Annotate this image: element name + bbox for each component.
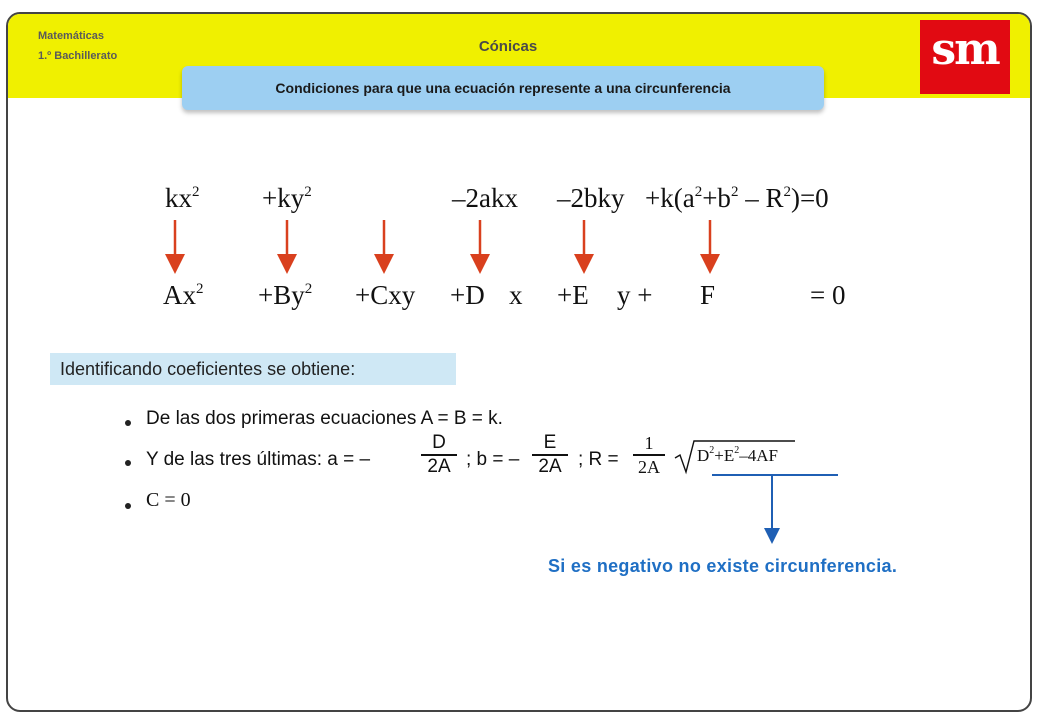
fraction-num: D <box>432 432 446 453</box>
bottom-term-By2: $+By^2$ <box>258 280 313 310</box>
bottom-term-equals-zero: = 0 <box>810 280 846 310</box>
bottom-term-E: +E <box>557 280 589 310</box>
bullet-text-1: De las dos primeras ecuaciones A = B = k. <box>146 408 503 429</box>
logo-text: sm <box>931 24 999 75</box>
top-term-2akx: –2akx <box>452 183 518 213</box>
identify-label: Identificando coeficientes se obtiene: <box>60 359 356 379</box>
fraction-den: 2A <box>638 456 660 477</box>
bullet-dot-3 <box>125 503 131 509</box>
top-term-kx2: $kx^2$ <box>165 183 200 213</box>
fraction-1-over-2a <box>633 432 665 478</box>
bottom-term-x: x <box>509 280 523 310</box>
negative-radicand-note: Si es negativo no existe circunferencia. <box>548 556 898 576</box>
fraction-den: 2A <box>427 455 451 477</box>
bullet-dot-1 <box>125 420 131 426</box>
bullet-text-2-mid: ; b = – <box>466 449 520 470</box>
bullet-text-2-prefix: Y de las tres últimas: a = – <box>146 449 371 470</box>
subtitle-text: Condiciones para que una ecuación represente a una circunferencia <box>275 80 731 96</box>
bullet-dot-2 <box>125 460 131 466</box>
bullet-text-3: C = 0 <box>146 489 191 511</box>
sqrt-radicand: $D^2+E^2-4AF$ <box>697 445 778 465</box>
topic-title: Cónicas <box>478 38 538 55</box>
identify-box <box>50 353 456 385</box>
bottom-term-y: y + <box>617 280 653 310</box>
bullet-text-2-r: ; R = <box>578 449 619 470</box>
top-term-constant: $+k(a^2+b^2 - R^2)=0$ <box>645 183 829 213</box>
subject-label: Matemáticas <box>38 30 105 42</box>
bottom-term-Cxy: +Cxy <box>355 280 416 310</box>
fraction-e-over-2a <box>532 432 568 478</box>
course-label: 1.º Bachillerato <box>38 50 118 62</box>
fraction-den: 2A <box>538 455 562 477</box>
top-term-2bky: –2bky <box>557 183 625 213</box>
top-term-ky2: $+ky^2$ <box>262 183 312 213</box>
bottom-term-Ax2: Ax$^2$ <box>163 280 204 310</box>
bottom-term-D: +D <box>450 280 485 310</box>
fraction-num: 1 <box>644 433 654 453</box>
fraction-d-over-2a <box>421 432 457 478</box>
bottom-term-F: F <box>700 280 716 310</box>
fraction-num: E <box>543 432 557 453</box>
